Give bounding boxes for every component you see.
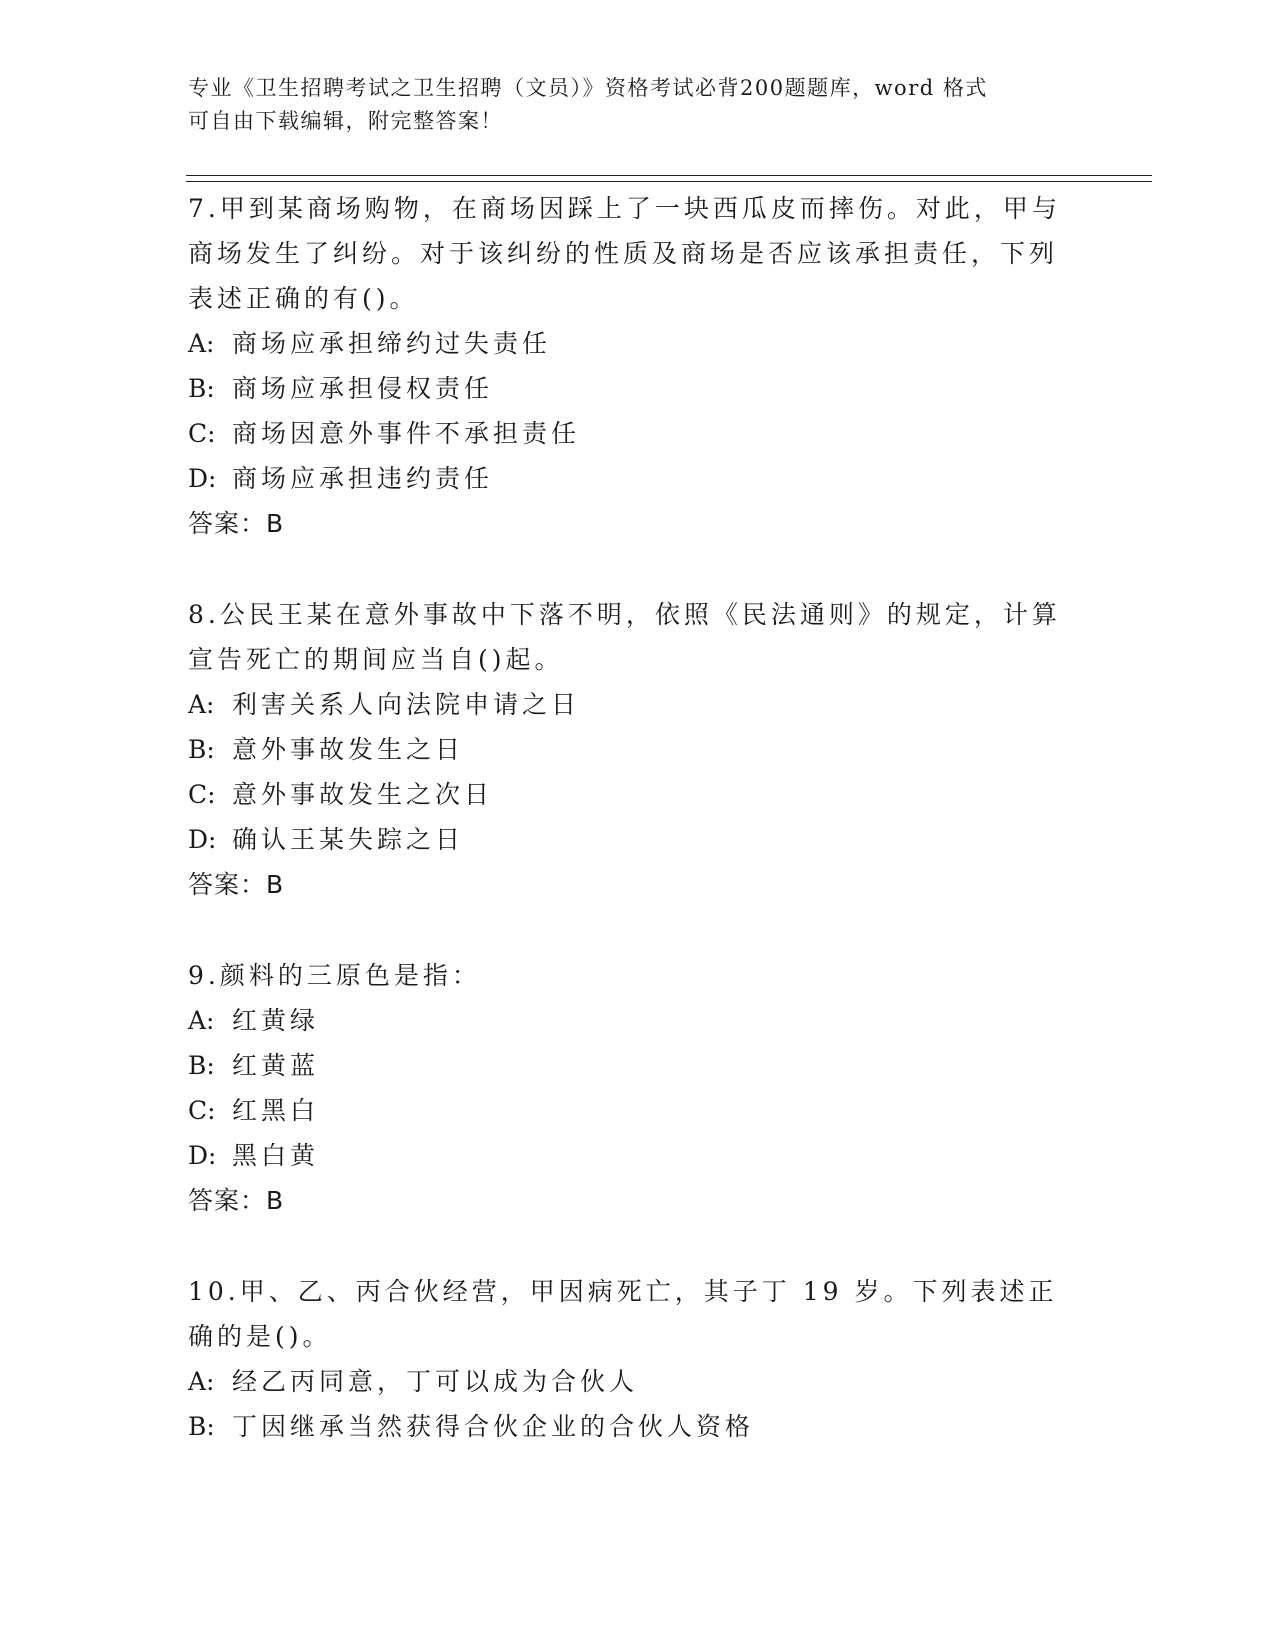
option-a	[188, 682, 1068, 727]
option-b	[188, 1404, 1068, 1449]
question-7	[188, 186, 1068, 546]
option-text: 商场应承担缔约过失责任	[232, 329, 552, 358]
option-label: A:	[188, 1006, 215, 1035]
option-b	[188, 727, 1068, 772]
option-label: D:	[188, 1141, 217, 1170]
question-text: 7.甲到某商场购物，在商场因踩上了一块西瓜皮而摔伤。对此，甲与商场发生了纠纷。对于该纠纷的性质及商场是否应该承担责任，下列表述正确的有()。	[188, 194, 1061, 313]
header-line-1: 专业《卫生招聘考试之卫生招聘（文员）》资格考试必背200题题库，word 格式	[188, 76, 988, 100]
option-label: B:	[188, 735, 215, 764]
question-10	[188, 1269, 1068, 1449]
option-text: 商场因意外事件不承担责任	[232, 419, 581, 448]
header-divider-bottom	[186, 181, 1152, 182]
option-b	[188, 366, 1068, 411]
header-divider-top	[186, 175, 1152, 176]
option-d	[188, 817, 1068, 862]
header-line-2: 可自由下载编辑，附完整答案！	[188, 109, 503, 133]
option-c	[188, 411, 1068, 456]
option-label: A:	[188, 329, 215, 358]
answer-line: 答案：B	[188, 509, 285, 538]
answer-line: 答案：B	[188, 870, 285, 899]
option-text: 红黄绿	[232, 1006, 320, 1035]
question-text: 10.甲、乙、丙合伙经营，甲因病死亡，其子丁 19 岁。下列表述正确的是()。	[188, 1277, 1058, 1351]
option-label: B:	[188, 1051, 215, 1080]
option-label: B:	[188, 374, 215, 403]
option-b	[188, 1043, 1068, 1088]
option-text: 丁因继承当然获得合伙企业的合伙人资格	[232, 1412, 755, 1441]
option-label: D:	[188, 825, 217, 854]
option-text: 利害关系人向法院申请之日	[232, 690, 581, 719]
option-text: 商场应承担侵权责任	[232, 374, 494, 403]
question-text: 8.公民王某在意外事故中下落不明，依照《民法通则》的规定，计算宣告死亡的期间应当自()起。	[188, 600, 1061, 674]
option-a	[188, 998, 1068, 1043]
option-label: A:	[188, 690, 215, 719]
option-text: 意外事故发生之次日	[232, 780, 494, 809]
option-text: 确认王某失踪之日	[232, 825, 465, 854]
option-text: 意外事故发生之日	[232, 735, 465, 764]
option-text: 红黑白	[232, 1096, 320, 1125]
option-label: A:	[188, 1367, 215, 1396]
option-d	[188, 1133, 1068, 1178]
question-list	[188, 186, 1068, 1495]
option-text: 商场应承担违约责任	[232, 464, 494, 493]
option-text: 红黄蓝	[232, 1051, 320, 1080]
option-c	[188, 1088, 1068, 1133]
question-9	[188, 953, 1068, 1223]
option-label: C:	[188, 780, 216, 809]
option-a	[188, 1359, 1068, 1404]
option-c	[188, 772, 1068, 817]
option-label: B:	[188, 1412, 215, 1441]
document-header	[188, 72, 1068, 138]
option-d	[188, 456, 1068, 501]
option-label: C:	[188, 1096, 216, 1125]
option-label: C:	[188, 419, 216, 448]
option-text: 黑白黄	[232, 1141, 320, 1170]
option-text: 经乙丙同意，丁可以成为合伙人	[232, 1367, 639, 1396]
answer-line: 答案：B	[188, 1186, 285, 1215]
question-8	[188, 592, 1068, 907]
question-text: 9.颜料的三原色是指：	[188, 961, 481, 990]
option-a	[188, 321, 1068, 366]
option-label: D:	[188, 464, 217, 493]
